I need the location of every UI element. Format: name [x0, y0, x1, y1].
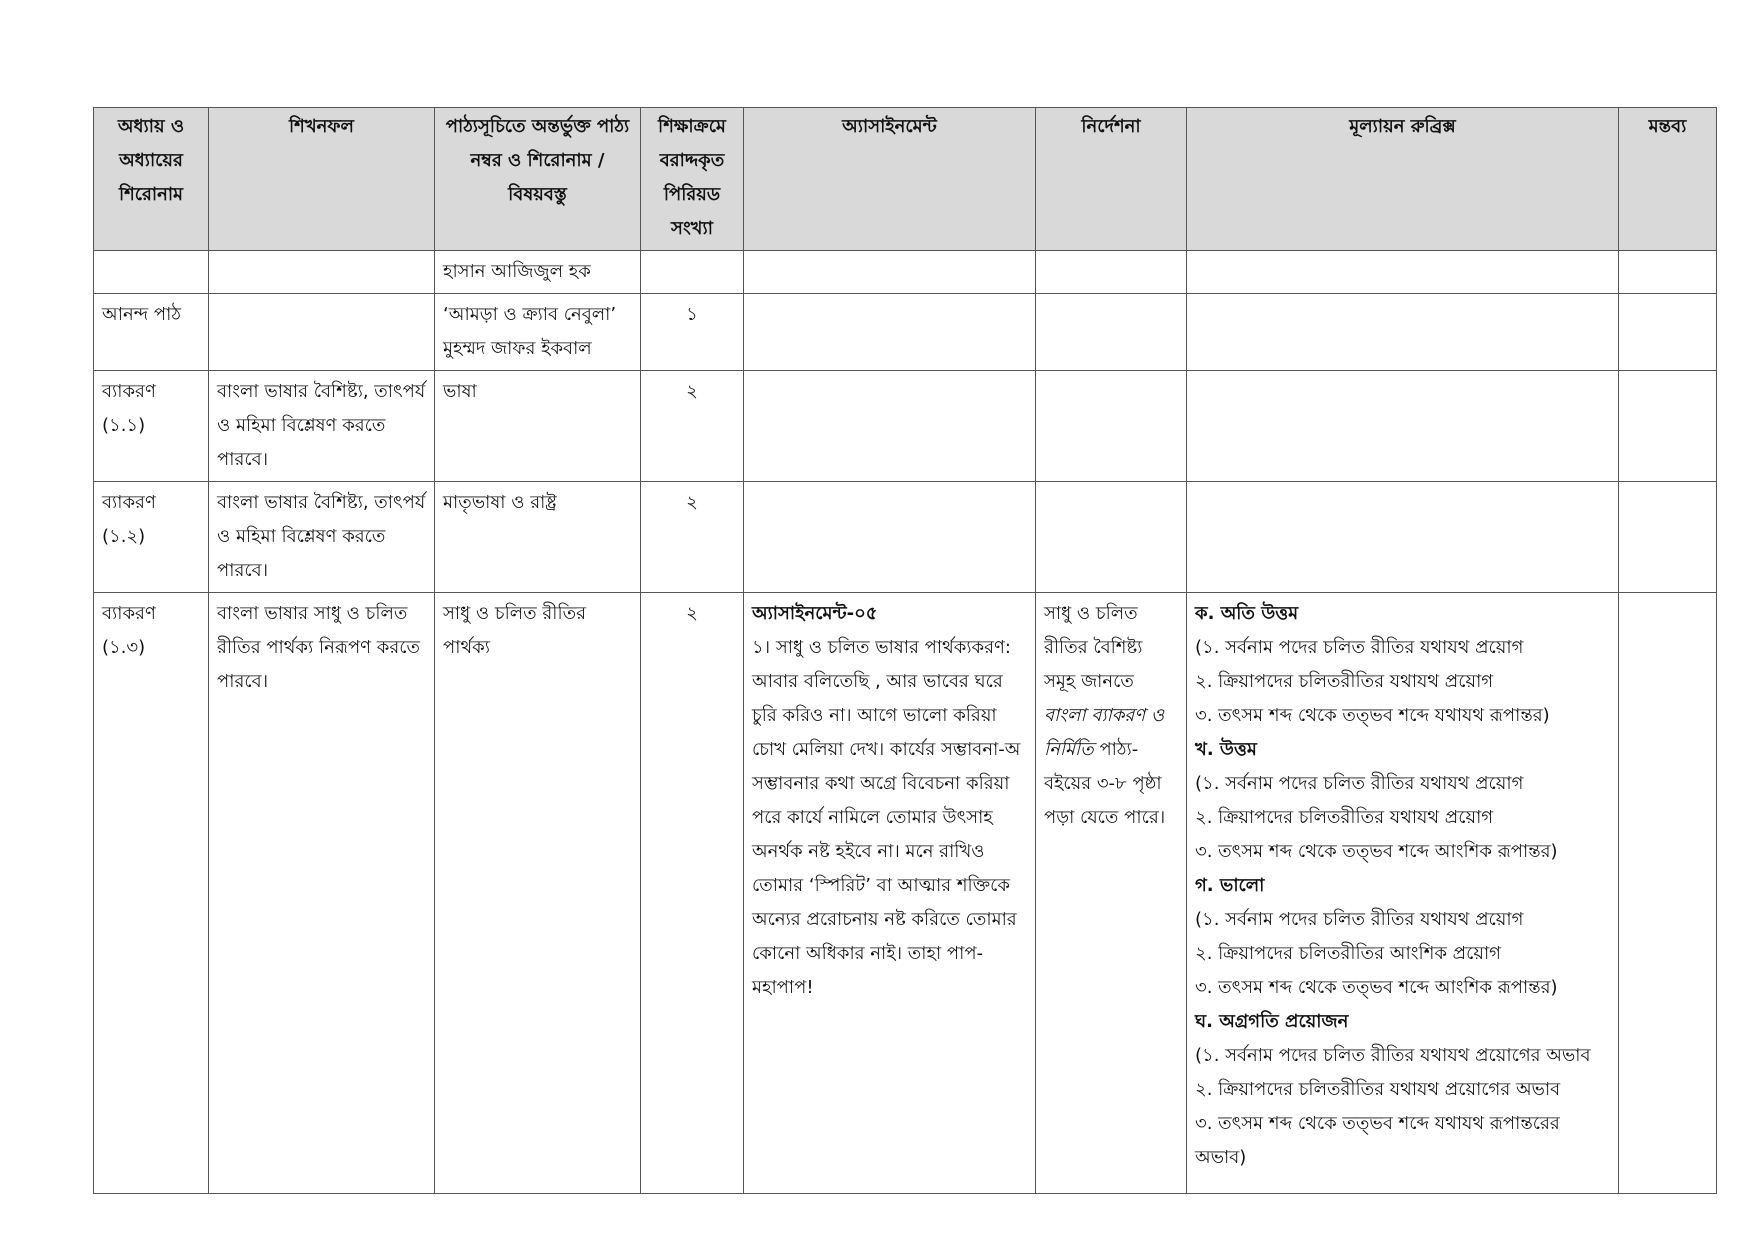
- table-row: [94, 593, 1717, 1194]
- header-content: পাঠ্যসূচিতে অন্তর্ভুক্ত পাঠ্য নম্বর ও শিরোনাম / বিষয়বস্তু: [435, 108, 641, 251]
- cell-chapter: ব্যাকরণ (১.৩): [94, 593, 209, 1194]
- header-chapter: অধ্যায় ও অধ্যায়ের শিরোনাম: [94, 108, 209, 251]
- guidance-before: সাধু ও চলিত রীতির বৈশিষ্ট্য সমূহ জানতে: [1044, 603, 1143, 692]
- header-row: [94, 108, 1717, 251]
- rubric-item: ৩. তৎসম শব্দ থেকে তত্ভব শব্দে যথাযথ রূপান্তর): [1195, 705, 1550, 726]
- cell-outcome: বাংলা ভাষার সাধু ও চলিত রীতির পার্থক্য নিরূপণ করতে পারবে।: [209, 593, 435, 1194]
- rubric-item: ৩. তৎসম শব্দ থেকে তত্ভব শব্দে যথাযথ রূপান্তরের অভাব): [1195, 1113, 1560, 1168]
- header-periods: শিক্ষাক্রমে বরাদ্দকৃত পিরিয়ড সংখ্যা: [641, 108, 744, 251]
- cell-guidance: [1036, 593, 1187, 1194]
- cell-comment: [1619, 482, 1717, 593]
- table-row: [94, 294, 1717, 371]
- cell-chapter: ব্যাকরণ (১.২): [94, 482, 209, 593]
- rubric-item: ২. ক্রিয়াপদের চলিতরীতির আংশিক প্রয়োগ: [1195, 943, 1501, 964]
- cell-outcome: বাংলা ভাষার বৈশিষ্ট্য, তাৎপর্য ও মহিমা বিশ্লেষণ করতে পারবে।: [209, 482, 435, 593]
- cell-assignment: [744, 593, 1036, 1194]
- cell-periods: ১: [641, 294, 744, 371]
- assignment-task: ১। সাধু ও চলিত ভাষার পার্থক্যকরণ:: [752, 637, 1011, 658]
- cell-content: হাসান আজিজুল হক: [435, 251, 641, 294]
- rubric-item: ৩. তৎসম শব্দ থেকে তত্ভব শব্দে আংশিক রূপান্তর): [1195, 841, 1558, 862]
- rubric-level-excellent: [1195, 597, 1610, 733]
- cell-guidance: [1036, 482, 1187, 593]
- assignment-passage: আবার বলিতেছি , আর ভাবের ঘরে চুরি করিও না। আগে ভালো করিয়া চোখ মেলিয়া দেখ। কার্যের সম্ভাবনা-অ সম্ভাবনার কথা অগ্রে বিবেচনা করিয়া পরে কার্যে নামিলে তোমার উৎসাহ অনর্থক নষ্ট হইবে না। মনে রাখিও তোমার ‘স্পিরিট’ বা আত্মার শক্তিকে অন্যের প্ররোচনায় নষ্ট করিতে তোমার কোনো অধিকার নাই। তাহা পাপ-মহাপাপ!: [752, 671, 1021, 998]
- rubric-level-title: ক. অতি উত্তম: [1195, 603, 1299, 624]
- rubric-item: ২. ক্রিয়াপদের চলিতরীতির যথাযথ প্রয়োগ: [1195, 671, 1494, 692]
- header-guidance: নির্দেশনা: [1036, 108, 1187, 251]
- cell-comment: [1619, 251, 1717, 294]
- cell-comment: [1619, 294, 1717, 371]
- cell-chapter: ব্যাকরণ (১.১): [94, 371, 209, 482]
- cell-rubric: [1187, 593, 1619, 1194]
- guidance-after: পাঠ্য-বইয়ের ৩-৮ পৃষ্ঠা পড়া যেতে পারে।: [1044, 739, 1166, 828]
- header-comment: মন্তব্য: [1619, 108, 1717, 251]
- cell-comment: [1619, 593, 1717, 1194]
- table-row: [94, 482, 1717, 593]
- cell-periods: ২: [641, 482, 744, 593]
- rubric-level-title: খ. উত্তম: [1195, 739, 1257, 760]
- cell-outcome: বাংলা ভাষার বৈশিষ্ট্য, তাৎপর্য ও মহিমা বিশ্লেষণ করতে পারবে।: [209, 371, 435, 482]
- cell-content: মাতৃভাষা ও রাষ্ট্র: [435, 482, 641, 593]
- rubric-level-needs-improvement: [1195, 1005, 1610, 1175]
- rubric-level-fair: [1195, 869, 1610, 1005]
- cell-chapter: আনন্দ পাঠ: [94, 294, 209, 371]
- cell-rubric: [1187, 371, 1619, 482]
- rubric-item: ৩. তৎসম শব্দ থেকে তত্ভব শব্দে আংশিক রূপান্তর): [1195, 977, 1558, 998]
- table-row: [94, 251, 1717, 294]
- cell-rubric: [1187, 251, 1619, 294]
- rubric-level-title: ঘ. অগ্রগতি প্রয়োজন: [1195, 1011, 1349, 1032]
- rubric-item: (১. সর্বনাম পদের চলিত রীতির যথাযথ প্রয়োগ: [1195, 637, 1524, 658]
- table-row: [94, 371, 1717, 482]
- cell-assignment: [744, 482, 1036, 593]
- cell-periods: ২: [641, 371, 744, 482]
- cell-assignment: [744, 294, 1036, 371]
- cell-comment: [1619, 371, 1717, 482]
- cell-chapter: [94, 251, 209, 294]
- cell-periods: ২: [641, 593, 744, 1194]
- cell-assignment: [744, 251, 1036, 294]
- header-assignment: অ্যাসাইনমেন্ট: [744, 108, 1036, 251]
- rubric-item: (১. সর্বনাম পদের চলিত রীতির যথাযথ প্রয়োগের অভাব: [1195, 1045, 1591, 1066]
- cell-content: ভাষা: [435, 371, 641, 482]
- rubric-item: ২. ক্রিয়াপদের চলিতরীতির যথাযথ প্রয়োগের অভাব: [1195, 1079, 1561, 1100]
- header-rubric: মূল্যায়ন রুব্রিক্স: [1187, 108, 1619, 251]
- guidance-book-title: বাংলা ব্যাকরণ ও নির্মিতি: [1044, 705, 1165, 760]
- rubric-item: (১. সর্বনাম পদের চলিত রীতির যথাযথ প্রয়োগ: [1195, 773, 1524, 794]
- cell-guidance: [1036, 371, 1187, 482]
- lesson-plan-table: [93, 107, 1717, 1194]
- rubric-item: ২. ক্রিয়াপদের চলিতরীতির যথাযথ প্রয়োগ: [1195, 807, 1494, 828]
- cell-guidance: [1036, 251, 1187, 294]
- cell-outcome: [209, 294, 435, 371]
- cell-content: সাধু ও চলিত রীতির পার্থক্য: [435, 593, 641, 1194]
- cell-periods: [641, 251, 744, 294]
- rubric-level-good: [1195, 733, 1610, 869]
- rubric-level-title: গ. ভালো: [1195, 875, 1265, 896]
- header-learning-outcome: শিখনফল: [209, 108, 435, 251]
- cell-rubric: [1187, 294, 1619, 371]
- cell-guidance: [1036, 294, 1187, 371]
- cell-assignment: [744, 371, 1036, 482]
- cell-content: ‘আমড়া ও ক্র্যাব নেবুলা’ মুহম্মদ জাফর ইকবাল: [435, 294, 641, 371]
- cell-rubric: [1187, 482, 1619, 593]
- rubric-item: (১. সর্বনাম পদের চলিত রীতির যথাযথ প্রয়োগ: [1195, 909, 1524, 930]
- cell-outcome: [209, 251, 435, 294]
- assignment-title: অ্যাসাইনমেন্ট-০৫: [752, 603, 878, 624]
